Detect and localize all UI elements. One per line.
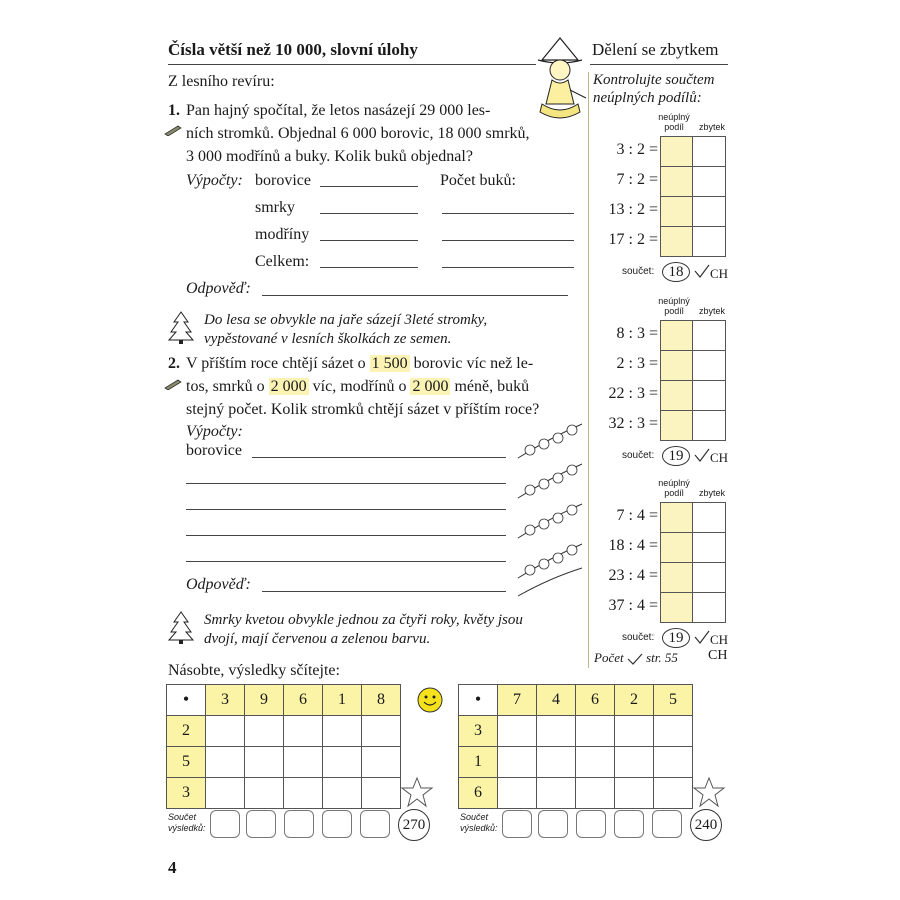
check-icon (694, 630, 710, 644)
remainder-cell[interactable] (692, 196, 726, 227)
note2-line2: dvojí, mají červenou a zelenou barvu. (204, 631, 431, 647)
answer-line[interactable] (186, 509, 506, 510)
answer-line[interactable] (320, 267, 418, 268)
factor-cell: 4 (537, 685, 576, 716)
product-cell[interactable] (537, 747, 576, 778)
division-expression: 8 : 3 = (616, 325, 658, 342)
left-page-title: Čísla větší než 10 000, slovní úlohy (168, 40, 418, 59)
remainder-cell[interactable] (692, 410, 726, 441)
answer-line[interactable] (442, 240, 574, 241)
division-expression: 37 : 4 = (608, 597, 658, 614)
factor-cell: 5 (167, 747, 206, 778)
task2-line1: V příštím roce chtějí sázet o 1 500 borovic víc než le- (186, 355, 534, 372)
sum-input[interactable] (360, 810, 390, 838)
multiply-intro: Násobte, výsledky sčítejte: (168, 662, 340, 679)
factor-cell: 5 (654, 685, 693, 716)
answer-line[interactable] (320, 186, 418, 187)
note1-line1: Do lesa se obvykle na jaře sázejí 3leté stromky, (204, 312, 488, 328)
product-cell[interactable] (615, 778, 654, 809)
division-expression: 13 : 2 = (608, 201, 658, 218)
sum-input[interactable] (322, 810, 352, 838)
remainder-cell[interactable] (692, 166, 726, 197)
remainder-cell[interactable] (692, 502, 726, 533)
factor-cell: 6 (576, 685, 615, 716)
sum-total-2: 240 (690, 809, 722, 841)
page-number: 4 (168, 858, 177, 877)
partial-quotient-cell[interactable] (660, 320, 693, 351)
col-header-remainder: zbytek (698, 306, 725, 316)
division-expression: 23 : 4 = (608, 567, 658, 584)
product-cell[interactable] (362, 716, 401, 747)
star-icon (400, 776, 434, 808)
multiplication-grid-2 (458, 684, 693, 809)
sum-label-1b: výsledků: (168, 823, 206, 833)
operator-cell: • (459, 685, 498, 716)
product-cell[interactable] (206, 747, 245, 778)
task1-row-spruce: smrky (255, 199, 295, 216)
product-cell[interactable] (576, 778, 615, 809)
factor-cell: 9 (245, 685, 284, 716)
division-expression: 17 : 2 = (608, 231, 658, 248)
product-cell[interactable] (498, 716, 537, 747)
answer-line[interactable] (186, 561, 506, 562)
factor-cell: 1 (459, 747, 498, 778)
sum-value: 19 (662, 628, 690, 648)
task1-line3: 3 000 modřínů a buky. Kolik buků objednal? (186, 148, 473, 165)
product-cell[interactable] (284, 716, 323, 747)
task1-calc-label: Výpočty: (186, 172, 243, 189)
answer-line[interactable] (320, 240, 418, 241)
factor-cell: 2 (167, 716, 206, 747)
product-cell[interactable] (654, 747, 693, 778)
sum-value: 19 (662, 446, 690, 466)
answer-line[interactable] (186, 483, 506, 484)
remainder-cell[interactable] (692, 320, 726, 351)
task1-row-larch: modříny (255, 226, 310, 243)
sum-input[interactable] (614, 810, 644, 838)
task2-calc-label: Výpočty: (186, 423, 243, 440)
division-footer: Počet str. 55 (594, 650, 678, 665)
sum-input[interactable] (284, 810, 314, 838)
product-cell[interactable] (206, 716, 245, 747)
partial-quotient-cell[interactable] (660, 166, 693, 197)
check-icon (627, 653, 643, 665)
task1-row-total: Celkem: (255, 253, 310, 270)
sum-input[interactable] (210, 810, 240, 838)
task1-number: 1. (168, 102, 180, 119)
product-cell[interactable] (615, 747, 654, 778)
factor-cell: 3 (167, 778, 206, 809)
product-cell[interactable] (654, 716, 693, 747)
star-icon (692, 776, 726, 808)
tree-icon (168, 610, 194, 644)
col-header-remainder: zbytek (698, 122, 725, 132)
col-header-partial: neúplný podíl (658, 112, 690, 132)
answer-line[interactable] (320, 213, 418, 214)
division-expression: 32 : 3 = (608, 415, 658, 432)
col-header-partial: neúplný podíl (658, 296, 690, 316)
product-cell[interactable] (323, 778, 362, 809)
sum-value: 18 (662, 262, 690, 282)
smiley-icon (416, 686, 444, 714)
product-cell[interactable] (576, 747, 615, 778)
product-cell[interactable] (362, 778, 401, 809)
remainder-cell[interactable] (692, 592, 726, 623)
task2-line3: stejný počet. Kolik stromků chtějí sázet v příštím roce? (186, 401, 540, 418)
division-expression: 22 : 3 = (608, 385, 658, 402)
product-cell[interactable] (615, 716, 654, 747)
product-cell[interactable] (284, 747, 323, 778)
sum-label: součet: (622, 266, 655, 277)
note1-line2: vypěstované v lesních školkách ze semen. (204, 331, 452, 347)
right-page-title: Dělení se zbytkem (592, 40, 719, 59)
task1-line1: Pan hajný spočítal, že letos nasázejí 29 000 les- (186, 102, 491, 119)
partial-quotient-cell[interactable] (660, 350, 693, 381)
product-cell[interactable] (576, 716, 615, 747)
tree-icon (168, 310, 194, 344)
product-cell[interactable] (498, 778, 537, 809)
sum-input[interactable] (652, 810, 682, 838)
division-expression: 7 : 4 = (616, 507, 658, 524)
pencil-icon (164, 378, 182, 390)
task2-line2: tos, smrků o 2 000 víc, modřínů o 2 000 méně, buků (186, 378, 530, 395)
partial-quotient-cell[interactable] (660, 136, 693, 167)
gnome-illustration (530, 34, 590, 124)
task1-answer-label: Odpověď: (186, 280, 251, 297)
product-cell[interactable] (537, 778, 576, 809)
sum-input[interactable] (502, 810, 532, 838)
task1-beech-label: Počet buků: (440, 172, 516, 189)
product-cell[interactable] (245, 716, 284, 747)
remainder-cell[interactable] (692, 350, 726, 381)
operator-cell: • (167, 685, 206, 716)
col-header-remainder: zbytek (698, 488, 725, 498)
product-cell[interactable] (245, 747, 284, 778)
product-cell[interactable] (323, 716, 362, 747)
branches-illustration (514, 418, 586, 600)
task1-line2: ních stromků. Objednal 6 000 borovic, 18 000 smrků, (186, 125, 530, 142)
multiplication-grid-1 (166, 684, 401, 809)
answer-line[interactable] (262, 591, 506, 592)
sum-label: součet: (622, 450, 655, 461)
partial-quotient-cell[interactable] (660, 380, 693, 411)
division-instruction-1: Kontrolujte součtem (593, 72, 715, 88)
product-cell[interactable] (654, 778, 693, 809)
pencil-icon (164, 124, 182, 136)
sum-input[interactable] (576, 810, 606, 838)
sum-input[interactable] (538, 810, 568, 838)
product-cell[interactable] (498, 747, 537, 778)
sum-total-1: 270 (398, 809, 430, 841)
check-mark: CH (694, 448, 728, 467)
sum-label-1a: Součet (168, 812, 197, 822)
remainder-cell[interactable] (692, 532, 726, 563)
sum-label-2b: výsledků: (460, 823, 498, 833)
answer-line[interactable] (252, 457, 506, 458)
division-expression: 3 : 2 = (616, 141, 658, 158)
factor-cell: 1 (323, 685, 362, 716)
partial-quotient-cell[interactable] (660, 532, 693, 563)
remainder-cell[interactable] (692, 562, 726, 593)
task2-row-pine: borovice (186, 442, 242, 459)
product-cell[interactable] (537, 716, 576, 747)
factor-cell: 7 (498, 685, 537, 716)
partial-quotient-cell[interactable] (660, 226, 693, 257)
check-mark: CH (694, 630, 728, 649)
answer-line[interactable] (442, 213, 574, 214)
task2-answer-label: Odpověď: (186, 576, 251, 593)
partial-quotient-cell[interactable] (660, 502, 693, 533)
product-cell[interactable] (245, 778, 284, 809)
task1-row-pine: borovice (255, 172, 311, 189)
answer-line[interactable] (186, 535, 506, 536)
factor-cell: 8 (362, 685, 401, 716)
task2-number: 2. (168, 355, 180, 372)
partial-quotient-cell[interactable] (660, 592, 693, 623)
answer-line[interactable] (262, 295, 568, 296)
right-title-underline (590, 64, 728, 65)
partial-quotient-cell[interactable] (660, 410, 693, 441)
partial-quotient-cell[interactable] (660, 562, 693, 593)
note2-line1: Smrky kvetou obvykle jednou za čtyři roky, květy jsou (204, 612, 523, 628)
factor-cell: 2 (615, 685, 654, 716)
footer-check-label: CH (708, 648, 728, 663)
check-mark: CH (694, 264, 728, 283)
sum-label-2a: Součet (460, 812, 489, 822)
division-expression: 7 : 2 = (616, 171, 658, 188)
answer-line[interactable] (442, 267, 574, 268)
division-expression: 18 : 4 = (608, 537, 658, 554)
partial-quotient-cell[interactable] (660, 196, 693, 227)
remainder-cell[interactable] (692, 136, 726, 167)
remainder-cell[interactable] (692, 226, 726, 257)
section-intro: Z lesního revíru: (168, 73, 275, 90)
product-cell[interactable] (362, 747, 401, 778)
product-cell[interactable] (323, 747, 362, 778)
col-header-partial: neúplný podíl (658, 478, 690, 498)
factor-cell: 6 (284, 685, 323, 716)
check-icon (694, 448, 710, 462)
division-instruction-2: neúplných podílů: (593, 90, 702, 106)
product-cell[interactable] (284, 778, 323, 809)
check-icon (694, 264, 710, 278)
factor-cell: 6 (459, 778, 498, 809)
title-underline (168, 64, 536, 65)
sum-input[interactable] (246, 810, 276, 838)
division-expression: 2 : 3 = (616, 355, 658, 372)
factor-cell: 3 (206, 685, 245, 716)
sum-label: součet: (622, 632, 655, 643)
product-cell[interactable] (206, 778, 245, 809)
factor-cell: 3 (459, 716, 498, 747)
remainder-cell[interactable] (692, 380, 726, 411)
